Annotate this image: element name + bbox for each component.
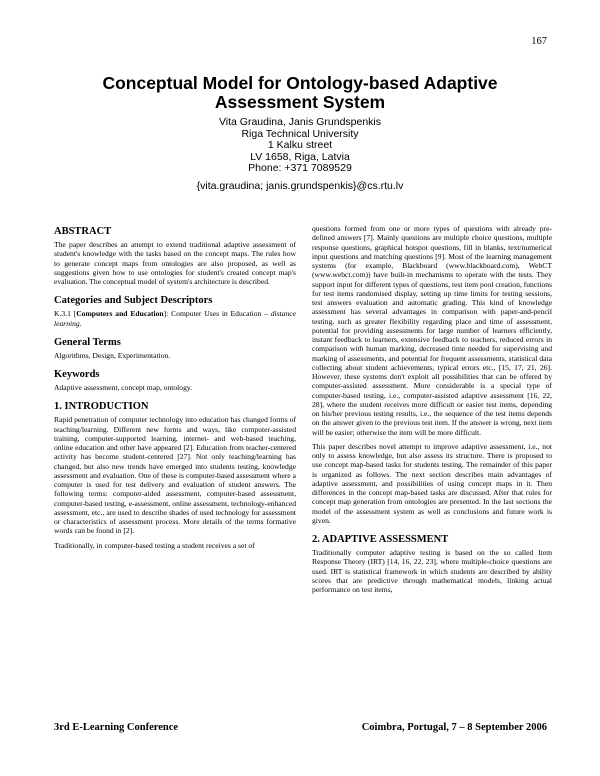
page-number: 167 <box>531 36 547 47</box>
categories-heading: Categories and Subject Descriptors <box>54 295 213 307</box>
paper-title <box>0 74 600 112</box>
footer-location-date: Coimbra, Portugal, 7 – 8 September 2006 <box>361 722 547 733</box>
author-names: Vita Graudina, Janis Grundspenkis <box>218 116 382 128</box>
affiliation: Riga Technical University <box>241 127 359 140</box>
terms-heading: General Terms <box>54 336 121 348</box>
keywords-heading: Keywords <box>54 369 100 380</box>
introduction-heading: 1. INTRODUCTION <box>54 401 149 413</box>
author-block <box>0 117 600 192</box>
right-paragraph-1: questions formed from one or more types of questions with already pre-defined answers [7]. Mainly questions are multiple choice questions, multiple response questions, graphical hotspot questions, fill in blanks, text/numerical input questions and matching questions [9]. Most of the learning management systems (for example, Blackboard (www.blackboard.com), WebCT (www.webct.com)) have built-in mechanisms to operate with the tests. They support input for different types of questions, test item pool creation, functions for test items randomised display, setting up time limits for testing sessions, test answers evaluation and automatic grading. This kind of knowledge assessment has several advantages in comparison with paper-and-pencil testing, such as greater flexibility regarding place and time of assessment, potential for providing assessments for large number of learners efficiently, instant feedback to learners, extensive feedback to teachers, reduced errors in comparison with human marking, decreased time needed for supervising and marking of assessments, and potential for frequent assessments, statistical data collecting about student achievements, typical errors etc., [15, 17, 21, 26]. However, these systems don't exploit all possibilities that can be offered by computer-assisted assessment. More considerable is a special type of computer-based testing, i.e., computer-assisted adaptive assessment [16, 22, 28], where the student receives more difficult or easier test items, depending on his/her previous testing results, i.e., the sequence of the test items depends on the answer given to the previous test item. If the answer is wrong, next item will be easier; otherwise the item will be more difficult. <box>312 224 552 437</box>
title-line-1: Conceptual Model for Ontology-based Adaptive <box>102 73 498 93</box>
title-line-2: Assessment System <box>214 92 386 112</box>
categories-rest: ]: Computer Uses in Education – <box>163 309 271 319</box>
abstract-text: The paper describes an attempt to extend traditional adaptive assessment of student's knowledge with the tasks based on the concept maps. The rules how to generate concept maps from ontologies are also proposed, as well as suggestions given how to use ontologies for student's created concept map's evaluation. The conceptual model of system's architecture is described. <box>54 240 296 286</box>
left-column <box>54 222 296 555</box>
phone: Phone: +371 7089529 <box>248 162 352 174</box>
right-column <box>312 224 552 599</box>
terms-text: Algorithms, Design, Experimentation. <box>54 350 171 360</box>
address-city: LV 1658, Riga, Latvia <box>250 150 350 163</box>
categories-text <box>54 309 296 328</box>
footer-conference: 3rd E-Learning Conference <box>54 722 179 733</box>
section2-paragraph: Traditionally computer adaptive testing is based on the so called Item Response Theory (IRT) [14, 16, 22, 23], where multiple-choice questions are used. IRT is statistical framework in which students are described by ability scores that are predictive through mathematical models, linking actual performance on test items, <box>312 548 552 594</box>
categories-code: K.3.1 [ <box>54 309 77 319</box>
right-paragraph-2: This paper describes novel attempt to improve adaptive assessment, i.e., not only to assess knowledge, but also assess its structure. There is proposed to use concept map-based tasks for students testing. The remainder of this paper is organized as follows. The next section describes main advantages of adaptive assessment, and possibilities of using concept maps in it. Then differences in the concept map-based tasks are discussed. After that rules for concept map generation from ontologies are presented. In the last sections the model of the assessment system as well as conclusions and future work is given. <box>312 441 552 525</box>
address-street: 1 Kalku street <box>267 139 333 151</box>
email: {vita.graudina; janis.grundspenkis}@cs.rtu.lv <box>196 179 404 192</box>
abstract-heading: ABSTRACT <box>54 226 112 237</box>
categories-italic: distance learning <box>54 309 296 328</box>
introduction-paragraph-2: Traditionally, in computer-based testing a student receives a set of <box>54 540 255 550</box>
categories-end: . <box>79 318 82 328</box>
keywords-text: Adaptive assessment, concept map, ontology. <box>54 383 193 392</box>
categories-bold: Computers and Education <box>76 309 164 319</box>
introduction-paragraph-1: Rapid penetration of computer technology into education has changed forms of teaching/learning. Different new forms and ways, like computer-assisted training, computer-supported learning, internet- and web-based teaching, online education and other have appeared [2]. Education from teacher-centered activity has become student-centered [27]. Not only teaching/learning has changed, but also new trends have emerged into students testing, knowledge assessment and evaluation. One of these is computer-based assessment where a computer is used for test delivery and evaluation of student answers. The following terms: computer-aided assessment, computer-based assessment, computer-based testing, e-assessment, online assessment, technology-enhanced assessment, etc., are used to describe shades of used technology for assessment or characteristics of assessment process. More details of the terms formative words can be found in [2]. <box>54 415 296 536</box>
section2-heading: 2. ADAPTIVE ASSESSMENT <box>312 534 449 545</box>
